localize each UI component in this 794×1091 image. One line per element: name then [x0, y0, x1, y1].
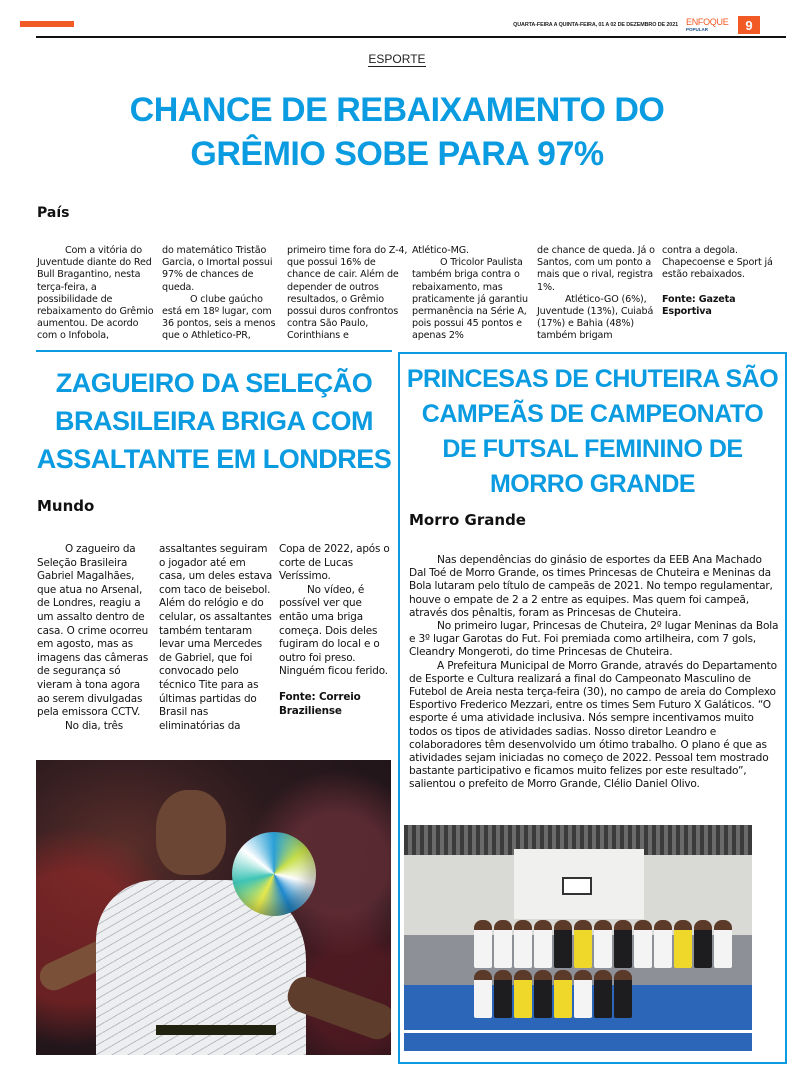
- photo-player-head: [156, 790, 226, 875]
- article-column: [37, 245, 158, 343]
- section-divider: [36, 350, 392, 352]
- footballer-photo: [36, 760, 391, 1055]
- article-column: [409, 554, 781, 792]
- paragraph: No vídeo, é possível ver que então uma briga começa. Dois deles fugiram do local e o outro foi preso. Ninguém ficou ferido.: [279, 583, 388, 678]
- logo-subtitle: POPULAR: [686, 27, 709, 32]
- section-label: [0, 52, 794, 67]
- article-column: [412, 245, 533, 343]
- newspaper-logo: [686, 17, 734, 33]
- photo-player-waistband: [156, 1025, 276, 1035]
- left-article-kicker: Mundo: [37, 497, 95, 515]
- left-article-headline: ZAGUEIRO DA SELEÇÃO BRASILEIRA BRIGA COM ASSALTANTE EM LONDRES: [36, 368, 392, 474]
- paragraph: contra a degola. Chapecoense e Sport já estão rebaixados.: [662, 245, 773, 281]
- photo-basketball-hoop: [562, 877, 592, 895]
- photo-court-line: [404, 1030, 752, 1033]
- paragraph: primeiro time fora do Z-4, que possui 16% de chance de cair. Além de depender de outros resultados, o Grêmio possui duros confrontos contra São Paulo, Corinthians e: [287, 245, 408, 342]
- paragraph: Copa de 2022, após o corte de Lucas Veríssimo.: [279, 543, 390, 583]
- main-headline: CHANCE DE REBAIXAMENTO DO GRÊMIO SOBE PARA 97%: [129, 91, 665, 173]
- paragraph: Nas dependências do ginásio de esportes da EEB Ana Machado Dal Toé de Morro Grande, os times Princesas de Chuteira e Meninas da Bola lutaram pelo título de campeãs de 2021. No tempo regulamentar, houve o empate de 2 a 2 entre as equipes. Mas quem foi campeã, através dos pênaltis, foram as Princesas de Chuteira.: [409, 554, 773, 619]
- paragraph: A Prefeitura Municipal de Morro Grande, através do Departamento de Esporte e Cultura realizará a final do Campeonato Masculino de Futebol de Areia nesta terça-feira (30), no campo de areia do Complexo Esportivo Frederico Mezzari, entre os times Sem Futuro X Galáticos. “O esporte é uma atividade inclusiva. Nós sempre incentivamos muito todos os tipos de atividades sadias. Nosso diretor Leandro e colaboradores têm desenvolvido um ótimo trabalho. O plano é que as atividades sejam iniciadas no começo de 2022. Pessoal tem mostrado bastante participativo e ficamos muito felizes por este resultado”, salientou o prefeito de Morro Grande, Clélio Daniel Olivo.: [409, 659, 777, 791]
- logo-name: ENFOQUE: [686, 17, 729, 27]
- right-article-headline: PRINCESAS DE CHUTEIRA SÃO CAMPEÃS DE CAMPEONATO DE FUTSAL FEMININO DE MORRO GRANDE: [406, 365, 779, 498]
- main-article-body: [37, 245, 787, 343]
- article-column: [287, 245, 408, 343]
- article-column: [273, 543, 391, 718]
- header-rule: [36, 36, 786, 38]
- paragraph: Atlético-GO (6%), Juventude (13%), Cuiabá (17%) e Bahia (48%) também brigam: [537, 293, 654, 342]
- right-article-body: [409, 554, 781, 792]
- main-article-kicker: País: [37, 205, 70, 221]
- article-column: [162, 245, 283, 343]
- section-name: ESPORTE: [368, 52, 426, 66]
- paragraph: No dia, três: [65, 719, 124, 732]
- article-column: [662, 245, 783, 318]
- paragraph: de chance de queda. Já o Santos, com um ponto a mais que o rival, registra 1%.: [537, 245, 655, 293]
- paragraph: O zagueiro da Seleção Brasileira Gabriel Magalhães, que atua no Arsenal, de Londres, reagiu a um assalto dentro de casa. O crime ocorreu em agosto, mas as imagens das câmeras de segurança só vieram à tona agora ao serem divulgadas pela emissora CCTV.: [37, 543, 149, 719]
- team-photo: [404, 825, 752, 1051]
- left-article-body: [37, 543, 393, 733]
- paragraph: do matemático Tristão Garcia, o Imortal possui 97% de chances de queda.: [162, 245, 273, 293]
- paragraph: O clube gaúcho está em 18º lugar, com 36 pontos, seis a menos que o Athletico-PR,: [162, 293, 276, 342]
- header-accent-bar: [20, 21, 74, 27]
- issue-date: QUARTA-FEIRA A QUINTA-FEIRA, 01 A 02 DE DEZEMBRO DE 2021: [513, 21, 678, 28]
- photo-football: [232, 832, 316, 916]
- article-column: [37, 543, 155, 733]
- paragraph: assaltantes seguiram o jogador até em casa, um deles estava com taco de beisebol. Além do relógio e do celular, os assaltantes também tentaram levar uma Mercedes de Gabriel, que foi convocado pelo técnico Tite para as últimas partidas do Brasil nas eliminatórias da: [159, 543, 273, 732]
- right-article-kicker: Morro Grande: [409, 511, 526, 529]
- page-number: 9: [738, 16, 760, 34]
- article-source: Fonte: Correio Braziliense: [279, 690, 361, 717]
- paragraph: O Tricolor Paulista também briga contra o rebaixamento, mas praticamente já garantiu permanência na Série A, pois possui 45 pontos e apenas 2%: [412, 257, 528, 342]
- article-source: Fonte: Gazeta Esportiva: [662, 293, 736, 317]
- paragraph: Com a vitória do Juventude diante do Red Bull Bragantino, nesta terça-feira, a possibilidade de rebaixamento do Grêmio aumentou. De acordo com o Infobola,: [37, 245, 154, 342]
- paragraph: No primeiro lugar, Princesas de Chuteira, 2º lugar Meninas da Bola e 3º lugar Garotas do Fut. Foi premiada como artilheira, com 7 gols, Cleandry Mongeroti, do time Princesas de Chuteira.: [409, 620, 779, 659]
- photo-team-group: [474, 920, 734, 1030]
- article-column: [155, 543, 273, 733]
- article-column: [537, 245, 658, 343]
- page-header: [513, 14, 760, 36]
- paragraph: Atlético-MG.: [412, 245, 469, 256]
- boxed-article: [398, 352, 787, 1064]
